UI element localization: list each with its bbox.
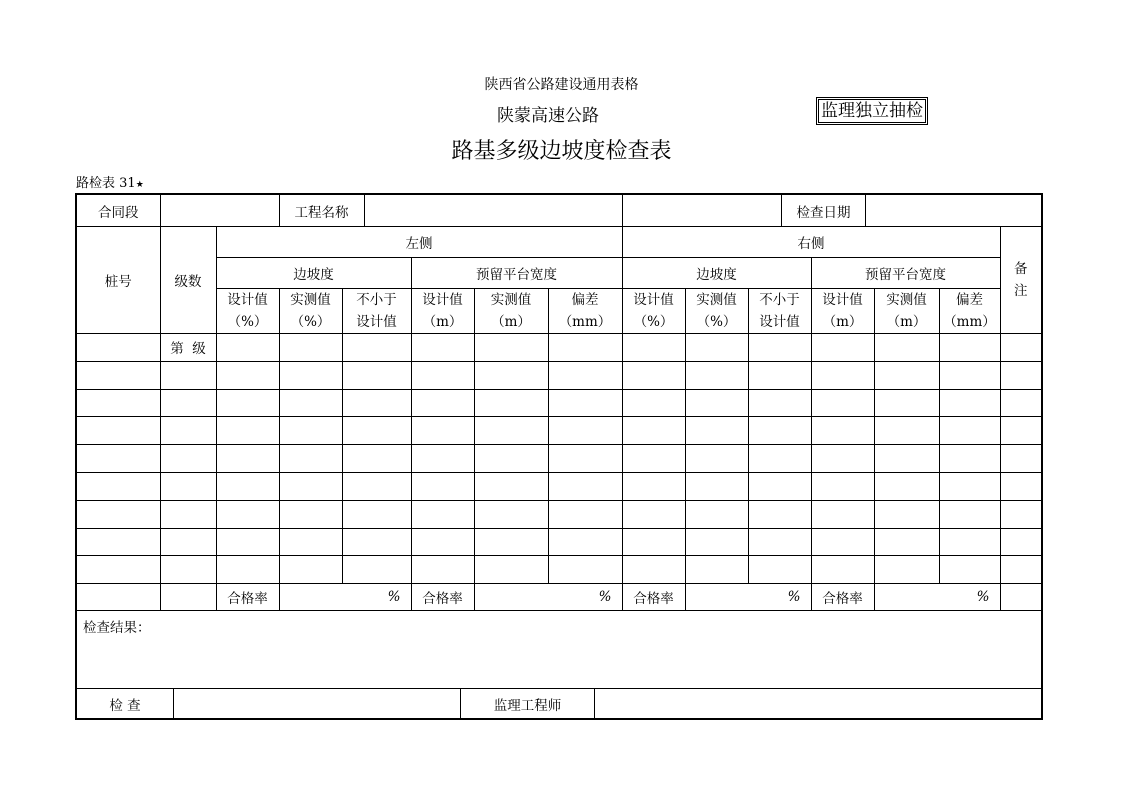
project-name-heading: 陕蒙高速公路 — [497, 106, 599, 126]
table-cell[interactable] — [216, 556, 279, 584]
table-cell[interactable] — [279, 389, 342, 417]
data-rows — [76, 334, 1042, 584]
table-row — [76, 556, 1042, 584]
table-row — [76, 417, 1042, 445]
table-cell[interactable] — [76, 500, 160, 528]
table-cell[interactable] — [874, 334, 939, 362]
table-cell[interactable] — [748, 528, 811, 556]
table-row — [76, 389, 1042, 417]
results-row — [76, 611, 1042, 689]
table-cell[interactable] — [279, 361, 342, 389]
table-cell[interactable] — [279, 472, 342, 500]
table-cell[interactable] — [1000, 528, 1042, 556]
pass-rate-field[interactable]: % — [279, 584, 411, 611]
table-cell[interactable] — [811, 445, 874, 473]
table-cell[interactable] — [342, 334, 411, 362]
table-cell[interactable] — [748, 472, 811, 500]
table-cell[interactable] — [76, 445, 160, 473]
info-row — [76, 194, 1042, 227]
right-slope-measured-header: 实测值 （%） — [685, 289, 748, 334]
table-cell[interactable] — [342, 445, 411, 473]
table-cell[interactable] — [939, 445, 1000, 473]
table-cell[interactable] — [160, 445, 216, 473]
table-cell[interactable] — [279, 500, 342, 528]
project-name-field-cont[interactable] — [623, 195, 782, 226]
table-cell[interactable] — [1000, 361, 1042, 389]
table-cell[interactable] — [874, 361, 939, 389]
table-cell[interactable] — [874, 472, 939, 500]
table-cell[interactable] — [411, 472, 474, 500]
table-cell[interactable] — [622, 417, 685, 445]
table-cell[interactable] — [411, 500, 474, 528]
contract-field[interactable] — [160, 194, 279, 227]
table-cell[interactable] — [811, 500, 874, 528]
table-cell[interactable] — [1000, 500, 1042, 528]
table-cell[interactable] — [622, 528, 685, 556]
pass-rate-label: 合格率 — [811, 584, 874, 611]
table-cell[interactable] — [76, 556, 160, 584]
table-cell[interactable] — [622, 361, 685, 389]
table-cell[interactable] — [939, 528, 1000, 556]
table-cell[interactable] — [76, 389, 160, 417]
table-cell[interactable] — [874, 528, 939, 556]
table-cell[interactable] — [939, 556, 1000, 584]
table-cell[interactable] — [76, 528, 160, 556]
table-cell[interactable] — [216, 417, 279, 445]
table-cell[interactable] — [811, 361, 874, 389]
table-cell[interactable] — [811, 389, 874, 417]
table-cell[interactable] — [1000, 445, 1042, 473]
table-cell[interactable] — [811, 528, 874, 556]
right-platform-header: 预留平台宽度 — [811, 258, 1000, 289]
table-cell[interactable] — [748, 361, 811, 389]
table-cell[interactable] — [1000, 417, 1042, 445]
table-row — [76, 445, 1042, 473]
left-slope-design-header: 设计值 （%） — [216, 289, 279, 334]
check-signature-field[interactable] — [174, 689, 461, 718]
table-cell[interactable] — [216, 528, 279, 556]
province-form-caption: 陕西省公路建设通用表格 — [484, 77, 639, 93]
table-cell[interactable] — [411, 334, 474, 362]
table-cell[interactable] — [474, 445, 548, 473]
table-cell[interactable] — [685, 389, 748, 417]
project-name-label: 工程名称 — [280, 195, 365, 226]
pass-rate-label: 合格率 — [216, 584, 279, 611]
pass-rate-field[interactable]: % — [474, 584, 622, 611]
table-cell[interactable] — [748, 500, 811, 528]
level-header: 级数 — [160, 227, 216, 334]
table-cell[interactable] — [811, 334, 874, 362]
table-cell[interactable] — [342, 389, 411, 417]
left-slope-header: 边坡度 — [216, 258, 411, 289]
table-cell[interactable] — [1000, 334, 1042, 362]
table-cell[interactable] — [622, 556, 685, 584]
table-cell[interactable] — [474, 472, 548, 500]
table-cell[interactable] — [748, 334, 811, 362]
table-cell[interactable] — [160, 361, 216, 389]
table-cell[interactable] — [685, 500, 748, 528]
table-cell[interactable] — [548, 528, 622, 556]
table-cell[interactable] — [874, 500, 939, 528]
right-platform-design-header: 设计值 （m） — [811, 289, 874, 334]
table-cell[interactable] — [160, 472, 216, 500]
form-number: 路检表 31★ — [76, 176, 144, 191]
table-cell[interactable] — [548, 417, 622, 445]
table-cell[interactable] — [811, 556, 874, 584]
check-date-label: 检查日期 — [782, 195, 866, 226]
left-platform-header: 预留平台宽度 — [411, 258, 622, 289]
table-cell[interactable] — [474, 417, 548, 445]
table-row — [76, 500, 1042, 528]
table-cell[interactable] — [685, 528, 748, 556]
table-cell[interactable] — [685, 417, 748, 445]
table-cell[interactable] — [342, 361, 411, 389]
table-cell[interactable] — [474, 389, 548, 417]
right-platform-measured-header: 实测值 （m） — [874, 289, 939, 334]
right-slope-design-header: 设计值 （%） — [622, 289, 685, 334]
contract-label: 合同段 — [76, 194, 160, 227]
table-cell[interactable] — [216, 445, 279, 473]
table-cell[interactable] — [622, 334, 685, 362]
table-cell[interactable] — [411, 361, 474, 389]
station-header: 桩号 — [76, 227, 160, 334]
table-row — [76, 472, 1042, 500]
table-cell[interactable] — [548, 361, 622, 389]
pass-rate-field[interactable]: % — [874, 584, 1000, 611]
table-cell[interactable] — [474, 500, 548, 528]
table-cell[interactable] — [939, 334, 1000, 362]
table-cell[interactable] — [939, 389, 1000, 417]
supervision-stamp: 监理独立抽检 — [818, 99, 926, 123]
table-cell[interactable] — [474, 334, 548, 362]
table-cell[interactable] — [811, 472, 874, 500]
left-slope-measured-header: 实测值 （%） — [279, 289, 342, 334]
table-cell[interactable] — [76, 334, 160, 362]
table-cell[interactable] — [411, 556, 474, 584]
table-cell[interactable] — [685, 361, 748, 389]
left-platform-design-header: 设计值 （m） — [411, 289, 474, 334]
table-cell[interactable] — [1000, 556, 1042, 584]
table-cell[interactable] — [216, 389, 279, 417]
table-cell[interactable] — [748, 389, 811, 417]
table-cell[interactable] — [622, 445, 685, 473]
table-cell[interactable] — [76, 361, 160, 389]
table-cell[interactable] — [874, 556, 939, 584]
right-slope-header: 边坡度 — [622, 258, 811, 289]
table-cell[interactable] — [548, 500, 622, 528]
table-cell[interactable] — [342, 528, 411, 556]
table-cell[interactable] — [874, 417, 939, 445]
left-platform-deviation-header: 偏差 （mm） — [548, 289, 622, 334]
table-cell[interactable] — [548, 389, 622, 417]
check-date-field[interactable] — [866, 195, 1042, 226]
table-cell[interactable] — [622, 472, 685, 500]
table-cell[interactable] — [160, 500, 216, 528]
right-side-header: 右侧 — [622, 227, 1000, 258]
right-slope-min-header: 不小于 设计值 — [748, 289, 811, 334]
table-cell[interactable] — [685, 472, 748, 500]
table-cell[interactable] — [76, 472, 160, 500]
page-title: 路基多级边坡度检查表 — [451, 139, 672, 164]
table-cell[interactable] — [411, 445, 474, 473]
table-cell[interactable] — [411, 389, 474, 417]
remarks-header: 备 注 — [1000, 227, 1042, 334]
table-cell[interactable] — [342, 556, 411, 584]
table-cell[interactable] — [874, 445, 939, 473]
results-label: 检查结果： — [83, 620, 151, 637]
table-cell[interactable] — [216, 361, 279, 389]
signature-row — [76, 689, 1042, 720]
table-cell[interactable] — [939, 500, 1000, 528]
table-cell[interactable] — [548, 445, 622, 473]
table-cell[interactable] — [216, 472, 279, 500]
table-cell[interactable] — [279, 334, 342, 362]
table-cell[interactable] — [939, 417, 1000, 445]
table-cell[interactable] — [748, 445, 811, 473]
table-cell[interactable] — [279, 556, 342, 584]
table-cell[interactable] — [748, 556, 811, 584]
table-cell[interactable] — [548, 472, 622, 500]
table-row — [76, 528, 1042, 556]
table-cell[interactable] — [160, 417, 216, 445]
table-cell[interactable] — [474, 361, 548, 389]
table-row — [76, 334, 1042, 362]
table-cell[interactable] — [216, 500, 279, 528]
left-platform-measured-header: 实测值 （m） — [474, 289, 548, 334]
left-side-header: 左侧 — [216, 227, 622, 258]
table-cell[interactable] — [411, 528, 474, 556]
table-cell[interactable] — [548, 556, 622, 584]
table-cell[interactable] — [939, 361, 1000, 389]
table-cell[interactable] — [622, 389, 685, 417]
left-slope-min-header: 不小于 设计值 — [342, 289, 411, 334]
table-cell[interactable] — [622, 500, 685, 528]
inspection-table — [75, 193, 1043, 720]
table-row — [76, 361, 1042, 389]
level-cell[interactable]: 第 级 — [160, 334, 216, 362]
pass-rate-row — [76, 584, 1042, 611]
table-cell[interactable] — [1000, 472, 1042, 500]
table-cell[interactable] — [411, 417, 474, 445]
right-platform-deviation-header: 偏差 （mm） — [939, 289, 1000, 334]
table-cell[interactable] — [685, 556, 748, 584]
pass-rate-label: 合格率 — [411, 584, 474, 611]
results-field[interactable] — [76, 611, 1042, 689]
table-cell[interactable] — [76, 417, 160, 445]
pass-rate-field[interactable]: % — [685, 584, 811, 611]
table-cell[interactable] — [874, 389, 939, 417]
table-cell[interactable] — [216, 334, 279, 362]
table-cell[interactable] — [279, 528, 342, 556]
table-cell[interactable] — [748, 417, 811, 445]
table-cell[interactable] — [342, 472, 411, 500]
check-label: 检 查 — [77, 689, 174, 718]
table-cell[interactable] — [474, 556, 548, 584]
table-cell[interactable] — [160, 389, 216, 417]
pass-rate-label: 合格率 — [622, 584, 685, 611]
table-cell[interactable] — [548, 334, 622, 362]
table-cell[interactable] — [1000, 389, 1042, 417]
table-cell[interactable] — [342, 500, 411, 528]
table-cell[interactable] — [160, 556, 216, 584]
table-cell[interactable] — [342, 417, 411, 445]
table-cell[interactable] — [685, 334, 748, 362]
engineer-signature-field[interactable] — [595, 689, 1042, 718]
table-cell[interactable] — [811, 417, 874, 445]
table-cell[interactable] — [939, 472, 1000, 500]
project-name-field[interactable] — [364, 195, 622, 226]
table-cell[interactable] — [279, 445, 342, 473]
table-cell[interactable] — [685, 445, 748, 473]
table-cell[interactable] — [160, 528, 216, 556]
table-cell[interactable] — [279, 417, 342, 445]
table-cell[interactable] — [474, 528, 548, 556]
engineer-label: 监理工程师 — [461, 689, 595, 718]
